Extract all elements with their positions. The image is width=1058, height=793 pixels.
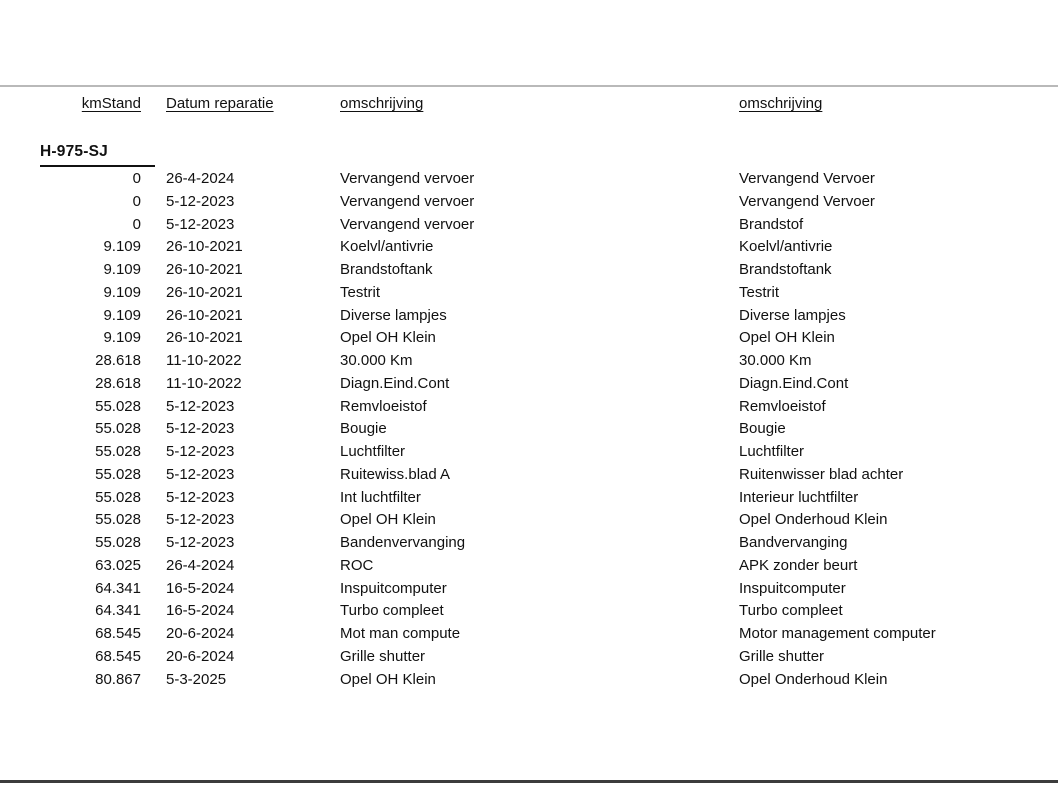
description-short-cell: Turbo compleet — [340, 602, 444, 620]
vehicle-plate-section — [40, 143, 155, 167]
table-header-row — [40, 95, 1058, 112]
description-long-cell: Inspuitcomputer — [739, 579, 846, 597]
km-value-cell: 9.109 — [103, 283, 141, 301]
description-long-cell: Grille shutter — [739, 647, 825, 665]
repair-date-cell: 20-6-2024 — [166, 647, 235, 665]
description-long-cell: Bandvervanging — [739, 534, 848, 551]
repair-date-cell: 5-12-2023 — [166, 534, 235, 551]
description-short-cell: Luchtfilter — [340, 443, 406, 460]
km-value-cell: 9.109 — [103, 329, 141, 347]
repair-date-cell: 26-10-2021 — [166, 283, 243, 301]
repair-date-cell: 5-12-2023 — [166, 488, 235, 506]
km-value-cell: 55.028 — [95, 534, 141, 551]
table-row — [40, 191, 1058, 214]
repair-date-cell: 26-4-2024 — [166, 556, 235, 574]
table-row — [40, 259, 1058, 282]
km-value-cell: 9.109 — [103, 238, 141, 256]
km-value-cell: 55.028 — [95, 443, 141, 460]
km-value-cell: 0 — [132, 215, 141, 233]
description-short-cell: Vervangend vervoer — [340, 170, 475, 187]
km-value-cell: 55.028 — [95, 511, 141, 529]
repair-date-cell: 26-10-2021 — [166, 306, 243, 324]
description-short-cell: Vervangend vervoer — [340, 215, 475, 233]
description-short-cell: Opel OH Klein — [340, 670, 436, 688]
table-row — [40, 327, 1058, 350]
repair-date-cell: 20-6-2024 — [166, 625, 235, 642]
description-short-cell: Opel OH Klein — [340, 511, 436, 529]
description-long-cell: Diagn.Eind.Cont — [739, 374, 849, 392]
repair-date-cell: 11-10-2022 — [166, 352, 242, 369]
table-row — [40, 373, 1058, 396]
top-divider-line — [0, 85, 1058, 87]
bottom-divider-line — [0, 780, 1058, 783]
table-row — [40, 396, 1058, 419]
table-row — [40, 214, 1058, 237]
table-row — [40, 236, 1058, 259]
table-row — [40, 532, 1058, 555]
km-value-cell: 68.545 — [95, 625, 141, 642]
table-row — [40, 555, 1058, 578]
description-long-cell: Opel Onderhoud Klein — [739, 670, 888, 688]
repair-date-cell: 5-12-2023 — [166, 215, 235, 233]
repair-date-cell: 5-12-2023 — [166, 192, 235, 210]
column-header-omschrijving-short: omschrijving — [340, 95, 424, 112]
description-short-cell: Inspuitcomputer — [340, 579, 447, 597]
repair-date-cell: 5-12-2023 — [166, 420, 235, 438]
km-value-cell: 55.028 — [95, 397, 141, 415]
description-long-cell: Vervangend Vervoer — [739, 170, 875, 187]
table-row — [40, 168, 1058, 191]
repair-date-cell: 16-5-2024 — [166, 602, 235, 620]
column-header-datum-reparatie: Datum reparatie — [166, 95, 274, 112]
description-short-cell: Bandenvervanging — [340, 534, 466, 551]
description-long-cell: Motor management computer — [739, 625, 936, 642]
km-value-cell: 64.341 — [95, 579, 141, 597]
description-long-cell: Koelvl/antivrie — [739, 238, 833, 256]
description-short-cell: Remvloeistof — [340, 397, 427, 415]
description-short-cell: Opel OH Klein — [340, 329, 436, 347]
column-header-kmstand: kmStand — [81, 95, 141, 112]
description-long-cell: Opel OH Klein — [739, 329, 835, 347]
description-short-cell: ROC — [340, 556, 374, 574]
description-long-cell: Opel Onderhoud Klein — [739, 511, 888, 529]
repair-date-cell: 11-10-2022 — [166, 374, 242, 392]
km-value-cell: 28.618 — [95, 352, 141, 369]
description-short-cell: Koelvl/antivrie — [340, 238, 434, 256]
description-short-cell: Vervangend vervoer — [340, 192, 475, 210]
table-row — [40, 464, 1058, 487]
description-long-cell: Brandstoftank — [739, 261, 832, 278]
description-short-cell: 30.000 Km — [340, 352, 413, 369]
maintenance-table-body — [40, 168, 1058, 691]
km-value-cell: 80.867 — [95, 670, 141, 688]
vehicle-plate-label: H-975-SJ — [40, 143, 108, 160]
repair-date-cell: 26-10-2021 — [166, 261, 243, 278]
table-row — [40, 350, 1058, 373]
column-header-omschrijving-long: omschrijving — [739, 95, 823, 112]
description-short-cell: Int luchtfilter — [340, 488, 421, 506]
km-value-cell: 9.109 — [103, 261, 141, 278]
km-value-cell: 0 — [132, 192, 141, 210]
description-long-cell: Vervangend Vervoer — [739, 192, 875, 210]
repair-date-cell: 16-5-2024 — [166, 579, 235, 597]
repair-date-cell: 5-12-2023 — [166, 397, 235, 415]
km-value-cell: 55.028 — [95, 465, 141, 483]
description-long-cell: Diverse lampjes — [739, 306, 846, 324]
description-long-cell: Bougie — [739, 420, 786, 438]
description-long-cell: 30.000 Km — [739, 352, 812, 369]
km-value-cell: 64.341 — [95, 602, 141, 620]
description-long-cell: Interieur luchtfilter — [739, 488, 859, 506]
repair-date-cell: 26-10-2021 — [166, 238, 243, 256]
km-value-cell: 55.028 — [95, 488, 141, 506]
table-row — [40, 509, 1058, 532]
repair-date-cell: 5-12-2023 — [166, 511, 235, 529]
repair-date-cell: 5-12-2023 — [166, 465, 235, 483]
table-row — [40, 282, 1058, 305]
repair-date-cell: 26-10-2021 — [166, 329, 243, 347]
description-long-cell: Remvloeistof — [739, 397, 826, 415]
table-row — [40, 305, 1058, 328]
km-value-cell: 28.618 — [95, 374, 141, 392]
table-row — [40, 600, 1058, 623]
description-long-cell: Luchtfilter — [739, 443, 805, 460]
km-value-cell: 63.025 — [95, 556, 141, 574]
km-value-cell: 68.545 — [95, 647, 141, 665]
description-short-cell: Grille shutter — [340, 647, 426, 665]
table-row — [40, 418, 1058, 441]
table-row — [40, 578, 1058, 601]
table-row — [40, 646, 1058, 669]
description-short-cell: Brandstoftank — [340, 261, 433, 278]
table-row — [40, 487, 1058, 510]
description-short-cell: Ruitewiss.blad A — [340, 465, 451, 483]
description-long-cell: Testrit — [739, 283, 780, 301]
km-value-cell: 55.028 — [95, 420, 141, 438]
description-long-cell: APK zonder beurt — [739, 556, 858, 574]
description-short-cell: Diverse lampjes — [340, 306, 447, 324]
description-short-cell: Diagn.Eind.Cont — [340, 374, 450, 392]
description-short-cell: Mot man compute — [340, 625, 461, 642]
repair-date-cell: 5-12-2023 — [166, 443, 235, 460]
km-value-cell: 9.109 — [103, 306, 141, 324]
km-value-cell: 0 — [132, 170, 141, 187]
description-long-cell: Ruitenwisser blad achter — [739, 465, 904, 483]
repair-date-cell: 5-3-2025 — [166, 670, 227, 688]
table-row — [40, 623, 1058, 646]
description-short-cell: Testrit — [340, 283, 381, 301]
description-short-cell: Bougie — [340, 420, 387, 438]
table-row — [40, 441, 1058, 464]
repair-date-cell: 26-4-2024 — [166, 170, 235, 187]
description-long-cell: Turbo compleet — [739, 602, 843, 620]
description-long-cell: Brandstof — [739, 215, 804, 233]
table-row — [40, 669, 1058, 692]
